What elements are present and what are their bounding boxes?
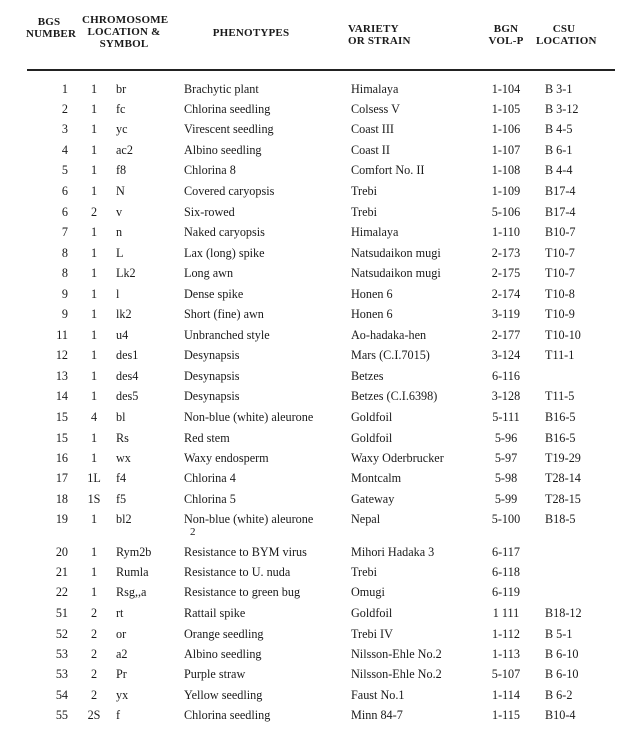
bgn-vol-page-cell: 5-97 (494, 451, 518, 465)
header-variety-or-strain: VARIETY OR STRAIN (348, 23, 411, 47)
variety-cell: Honen 6 (351, 287, 393, 301)
header-chromosome-location-symbol: CHROMOSOME LOCATION & SYMBOL (82, 14, 169, 50)
bgn-vol-page-cell: 1-107 (491, 143, 521, 157)
variety-cell: Colsess V (351, 102, 400, 116)
phenotype-cell: Resistance to U. nuda (184, 565, 291, 579)
table-row (0, 647, 623, 667)
gene-symbol-cell: v (116, 205, 123, 219)
variety-cell: Trebi IV (351, 627, 393, 641)
variety-cell: Omugi (351, 585, 385, 599)
csu-location-cell: B18-12 (545, 606, 582, 620)
table-row (0, 431, 623, 451)
table-row (0, 102, 623, 122)
table-row (0, 585, 623, 605)
table-row (0, 328, 623, 348)
csu-location-cell: T10-7 (545, 246, 575, 260)
table-row (0, 122, 623, 142)
table-row (0, 184, 623, 204)
phenotype-cell: Chlorina 4 (184, 471, 236, 485)
bgs-number-cell: 6 (61, 184, 68, 198)
bgn-vol-page-cell: 2-173 (491, 246, 521, 260)
chromosome-cell: 1L (87, 471, 101, 485)
chromosome-cell: 1S (87, 492, 101, 506)
bgs-number-cell: 2 (61, 102, 68, 116)
table-row (0, 287, 623, 307)
chromosome-cell: 1 (90, 565, 98, 579)
bgn-vol-page-cell: 1-114 (492, 688, 520, 702)
bgs-number-cell: 15 (55, 431, 68, 445)
chromosome-cell: 1 (90, 431, 98, 445)
csu-location-cell: B 3-1 (545, 82, 573, 96)
chromosome-cell: 1 (90, 328, 98, 342)
variety-cell: Himalaya (351, 82, 399, 96)
csu-location-cell: T11-5 (545, 389, 575, 403)
phenotype-cell: Chlorina 8 (184, 163, 236, 177)
bgs-number-cell: 22 (55, 585, 68, 599)
phenotype-cell: Covered caryopsis (184, 184, 275, 198)
table-row (0, 205, 623, 225)
bgn-vol-page-cell: 3-128 (491, 389, 521, 403)
variety-cell: Natsudaikon mugi (351, 266, 441, 280)
variety-cell: Natsudaikon mugi (351, 246, 441, 260)
gene-symbol-cell: fc (116, 102, 126, 116)
table-row (0, 307, 623, 327)
csu-location-cell: B 3-12 (545, 102, 579, 116)
csu-location-cell: T10-10 (545, 328, 581, 342)
header-phenotypes: PHENOTYPES (212, 27, 290, 39)
gene-symbol-cell: des5 (116, 389, 139, 403)
bgs-number-cell: 18 (55, 492, 68, 506)
csu-location-cell: T10-8 (545, 287, 575, 301)
header-csu-location: CSU LOCATION (536, 23, 597, 47)
phenotype-cell: Desynapsis (184, 389, 240, 403)
phenotype-cell: Purple straw (184, 667, 246, 681)
gene-symbol-cell: n (116, 225, 123, 239)
phenotype-cell: Desynapsis (184, 348, 240, 362)
table-row (0, 225, 623, 245)
bgn-vol-page-cell: 1 111 (492, 606, 520, 620)
variety-cell: Trebi (351, 565, 377, 579)
phenotype-cell: Short (fine) awn (184, 307, 264, 321)
table-row (0, 492, 623, 512)
gene-symbol-cell: bl2 (116, 512, 132, 526)
bgs-number-cell: 13 (55, 369, 68, 383)
gene-symbol-cell: ac2 (116, 143, 133, 157)
phenotype-cell: Virescent seedling (184, 122, 274, 136)
csu-location-cell: B 5-1 (545, 627, 573, 641)
chromosome-cell: 1 (90, 143, 98, 157)
gene-symbol-cell: N (116, 184, 125, 198)
table-row (0, 545, 623, 565)
bgn-vol-page-cell: 6-118 (492, 565, 520, 579)
table-row (0, 708, 623, 728)
bgs-number-cell: 14 (55, 389, 68, 403)
csu-location-cell: B10-4 (545, 708, 576, 722)
variety-cell: Betzes (351, 369, 384, 383)
bgs-number-cell: 8 (61, 266, 68, 280)
gene-symbol-cell: l (116, 287, 120, 301)
gene-symbol-cell: br (116, 82, 127, 96)
table-row (0, 410, 623, 430)
gene-symbol-cell: a2 (116, 647, 128, 661)
variety-cell: Montcalm (351, 471, 402, 485)
table-row (0, 266, 623, 286)
bgs-number-cell: 54 (55, 688, 68, 702)
table-row (0, 565, 623, 585)
bgs-number-cell: 21 (55, 565, 68, 579)
header-rule (27, 69, 615, 71)
phenotype-cell: Orange seedling (184, 627, 264, 641)
bgs-number-cell: 6 (61, 205, 68, 219)
phenotype-cell: Resistance to green bug (184, 585, 301, 599)
chromosome-cell: 1 (90, 389, 98, 403)
chromosome-cell: 1 (90, 184, 98, 198)
csu-location-cell: B 6-1 (545, 143, 573, 157)
csu-location-cell: B16-5 (545, 431, 576, 445)
phenotype-cell: Chlorina seedling (184, 708, 271, 722)
bgs-number-cell: 52 (55, 627, 68, 641)
gene-symbol-cell: Lk2 (116, 266, 136, 280)
phenotype-cell: Rattail spike (184, 606, 246, 620)
variety-cell: Minn 84-7 (351, 708, 403, 722)
gene-symbol-cell: rt (116, 606, 124, 620)
bgs-number-cell: 53 (55, 667, 68, 681)
csu-location-cell: B10-7 (545, 225, 576, 239)
table-row (0, 82, 623, 102)
variety-cell: Trebi (351, 205, 377, 219)
csu-location-cell: B 6-10 (545, 667, 579, 681)
variety-cell: Ao-hadaka-hen (351, 328, 427, 342)
bgs-number-cell: 5 (61, 163, 68, 177)
table-row (0, 606, 623, 626)
chromosome-cell: 2 (90, 688, 98, 702)
table-row (0, 471, 623, 491)
gene-symbol-cell: yc (116, 122, 128, 136)
phenotype-cell: Resistance to BYM virus (184, 545, 307, 559)
bgn-vol-page-cell: 3-119 (492, 307, 520, 321)
bgn-vol-page-cell: 5-98 (494, 471, 518, 485)
chromosome-cell: 1 (90, 82, 98, 96)
phenotype-cell: Brachytic plant (184, 82, 259, 96)
variety-cell: Betzes (C.I.6398) (351, 389, 438, 403)
gene-symbol-cell: f5 (116, 492, 127, 506)
gene-symbol-cell: wx (116, 451, 131, 465)
gene-symbol-cell: f4 (116, 471, 127, 485)
chromosome-cell: 2S (87, 708, 101, 722)
phenotype-cell: Naked caryopsis (184, 225, 265, 239)
bgn-vol-page-cell: 6-117 (492, 545, 520, 559)
bgn-vol-page-cell: 1-113 (492, 647, 520, 661)
csu-location-cell: B 4-5 (545, 122, 573, 136)
variety-cell: Goldfoil (351, 410, 393, 424)
gene-symbol-cell: Rsg,,a (116, 585, 147, 599)
bgs-number-cell: 51 (55, 606, 68, 620)
table-row (0, 369, 623, 389)
phenotype-cell: Chlorina seedling (184, 102, 271, 116)
bgs-number-cell: 9 (61, 307, 68, 321)
csu-location-cell: T28-15 (545, 492, 581, 506)
bgn-vol-page-cell: 1-104 (491, 82, 521, 96)
variety-cell: Nilsson-Ehle No.2 (351, 647, 442, 661)
variety-cell: Nepal (351, 512, 381, 526)
chromosome-cell: 1 (90, 307, 98, 321)
chromosome-cell: 1 (90, 369, 98, 383)
bgs-number-cell: 17 (55, 471, 68, 485)
csu-location-cell: B17-4 (545, 205, 576, 219)
phenotype-cell: Six-rowed (184, 205, 235, 219)
bgn-vol-page-cell: 1-115 (492, 708, 520, 722)
variety-cell: Gateway (351, 492, 395, 506)
gene-symbol-cell: bl (116, 410, 126, 424)
table-row (0, 163, 623, 183)
chromosome-cell: 1 (90, 225, 98, 239)
chromosome-cell: 1 (90, 287, 98, 301)
bgs-number-cell: 9 (61, 287, 68, 301)
gene-symbol-cell: Pr (116, 667, 127, 681)
bgs-number-cell: 7 (61, 225, 68, 239)
csu-location-cell: B 6-10 (545, 647, 579, 661)
bgs-number-cell: 12 (55, 348, 68, 362)
gene-symbol-cell: Rumla (116, 565, 149, 579)
bgn-vol-page-cell: 5-96 (494, 431, 518, 445)
gene-symbol-cell: lk2 (116, 307, 132, 321)
table-row (0, 512, 623, 538)
gene-symbol-cell: Rym2b (116, 545, 152, 559)
chromosome-cell: 1 (90, 545, 98, 559)
gene-symbol-cell: yx (116, 688, 129, 702)
csu-location-cell: T10-7 (545, 266, 575, 280)
bgs-number-cell: 15 (55, 410, 68, 424)
variety-cell: Faust No.1 (351, 688, 405, 702)
phenotype-cell: Non-blue (white) aleurone 2 (184, 512, 314, 538)
phenotype-cell: Chlorina 5 (184, 492, 236, 506)
variety-cell: Goldfoil (351, 606, 393, 620)
bgn-vol-page-cell: 5-106 (491, 205, 521, 219)
header-bgs-number: BGS NUMBER (26, 16, 77, 40)
bgs-number-cell: 1 (61, 82, 68, 96)
chromosome-cell: 1 (90, 451, 98, 465)
gene-symbol-cell: f8 (116, 163, 127, 177)
csu-location-cell: B17-4 (545, 184, 576, 198)
bgn-vol-page-cell: 1-105 (491, 102, 521, 116)
chromosome-cell: 2 (90, 647, 98, 661)
table-row (0, 348, 623, 368)
table-row (0, 246, 623, 266)
gene-symbol-cell: or (116, 627, 127, 641)
variety-cell: Trebi (351, 184, 377, 198)
csu-location-cell: B16-5 (545, 410, 576, 424)
variety-cell: Comfort No. II (351, 163, 425, 177)
chromosome-cell: 1 (90, 102, 98, 116)
chromosome-cell: 2 (90, 627, 98, 641)
csu-location-cell: T19-29 (545, 451, 581, 465)
bgn-vol-page-cell: 2-174 (491, 287, 521, 301)
chromosome-cell: 1 (90, 246, 98, 260)
bgn-vol-page-cell: 1-109 (491, 184, 521, 198)
phenotype-cell: Red stem (184, 431, 230, 445)
bgn-vol-page-cell: 5-111 (492, 410, 520, 424)
bgs-number-cell: 16 (55, 451, 68, 465)
chromosome-cell: 1 (90, 266, 98, 280)
phenotype-wrap-cell: 2 (190, 526, 196, 538)
variety-cell: Nilsson-Ehle No.2 (351, 667, 442, 681)
bgs-number-cell: 55 (55, 708, 68, 722)
bgn-vol-page-cell: 1-108 (491, 163, 521, 177)
chromosome-cell: 2 (90, 205, 98, 219)
chromosome-cell: 1 (90, 585, 98, 599)
csu-location-cell: B18-5 (545, 512, 576, 526)
bgn-vol-page-cell: 6-119 (492, 585, 520, 599)
bgn-vol-page-cell: 5-99 (494, 492, 518, 506)
variety-cell: Mihori Hadaka 3 (351, 545, 435, 559)
variety-cell: Waxy Oderbrucker (351, 451, 444, 465)
phenotype-cell: Long awn (184, 266, 234, 280)
bgn-vol-page-cell: 5-100 (491, 512, 521, 526)
bgn-vol-page-cell: 6-116 (492, 369, 520, 383)
table-row (0, 627, 623, 647)
bgs-number-cell: 53 (55, 647, 68, 661)
variety-cell: Goldfoil (351, 431, 393, 445)
bgn-vol-page-cell: 3-124 (491, 348, 521, 362)
variety-cell: Honen 6 (351, 307, 393, 321)
variety-cell: Himalaya (351, 225, 399, 239)
table-row (0, 143, 623, 163)
chromosome-cell: 1 (90, 348, 98, 362)
phenotype-cell: Unbranched style (184, 328, 270, 342)
csu-location-cell: T28-14 (545, 471, 581, 485)
bgs-number-cell: 11 (56, 328, 68, 342)
variety-cell: Coast III (351, 122, 394, 136)
bgn-vol-page-cell: 1-112 (492, 627, 520, 641)
variety-cell: Mars (C.I.7015) (351, 348, 430, 362)
bgs-number-cell: 3 (61, 122, 68, 136)
csu-location-cell: B 6-2 (545, 688, 573, 702)
phenotype-cell: Albino seedling (184, 647, 262, 661)
chromosome-cell: 1 (90, 163, 98, 177)
chromosome-cell: 2 (90, 606, 98, 620)
table-row (0, 688, 623, 708)
gene-symbol-cell: des4 (116, 369, 139, 383)
bgs-number-cell: 20 (55, 545, 68, 559)
phenotype-cell: Waxy endosperm (184, 451, 269, 465)
bgs-number-cell: 19 (55, 512, 68, 526)
header-bgn-vol-p: BGN VOL-P (488, 23, 524, 47)
csu-location-cell: T11-1 (545, 348, 575, 362)
gene-symbol-cell: f (116, 708, 121, 722)
phenotype-cell: Albino seedling (184, 143, 262, 157)
chromosome-cell: 1 (90, 512, 98, 526)
phenotype-cell: Yellow seedling (184, 688, 263, 702)
bgn-vol-page-cell: 2-175 (491, 266, 521, 280)
bgn-vol-page-cell: 1-110 (492, 225, 520, 239)
chromosome-cell: 4 (90, 410, 98, 424)
csu-location-cell: B 4-4 (545, 163, 573, 177)
bgn-vol-page-cell: 2-177 (491, 328, 521, 342)
variety-cell: Coast II (351, 143, 390, 157)
phenotype-cell: Non-blue (white) aleurone (184, 410, 314, 424)
phenotype-cell: Desynapsis (184, 369, 240, 383)
chromosome-cell: 2 (90, 667, 98, 681)
bgn-vol-page-cell: 5-107 (491, 667, 521, 681)
gene-symbol-cell: des1 (116, 348, 139, 362)
bgs-number-cell: 4 (61, 143, 68, 157)
csu-location-cell: T10-9 (545, 307, 575, 321)
chromosome-cell: 1 (90, 122, 98, 136)
table-row (0, 389, 623, 409)
gene-symbol-cell: L (116, 246, 124, 260)
phenotype-cell: Dense spike (184, 287, 244, 301)
gene-symbol-cell: u4 (116, 328, 129, 342)
table-row (0, 667, 623, 687)
bgs-number-cell: 8 (61, 246, 68, 260)
phenotype-cell: Lax (long) spike (184, 246, 265, 260)
gene-symbol-cell: Rs (116, 431, 129, 445)
table-row (0, 451, 623, 471)
bgn-vol-page-cell: 1-106 (491, 122, 521, 136)
